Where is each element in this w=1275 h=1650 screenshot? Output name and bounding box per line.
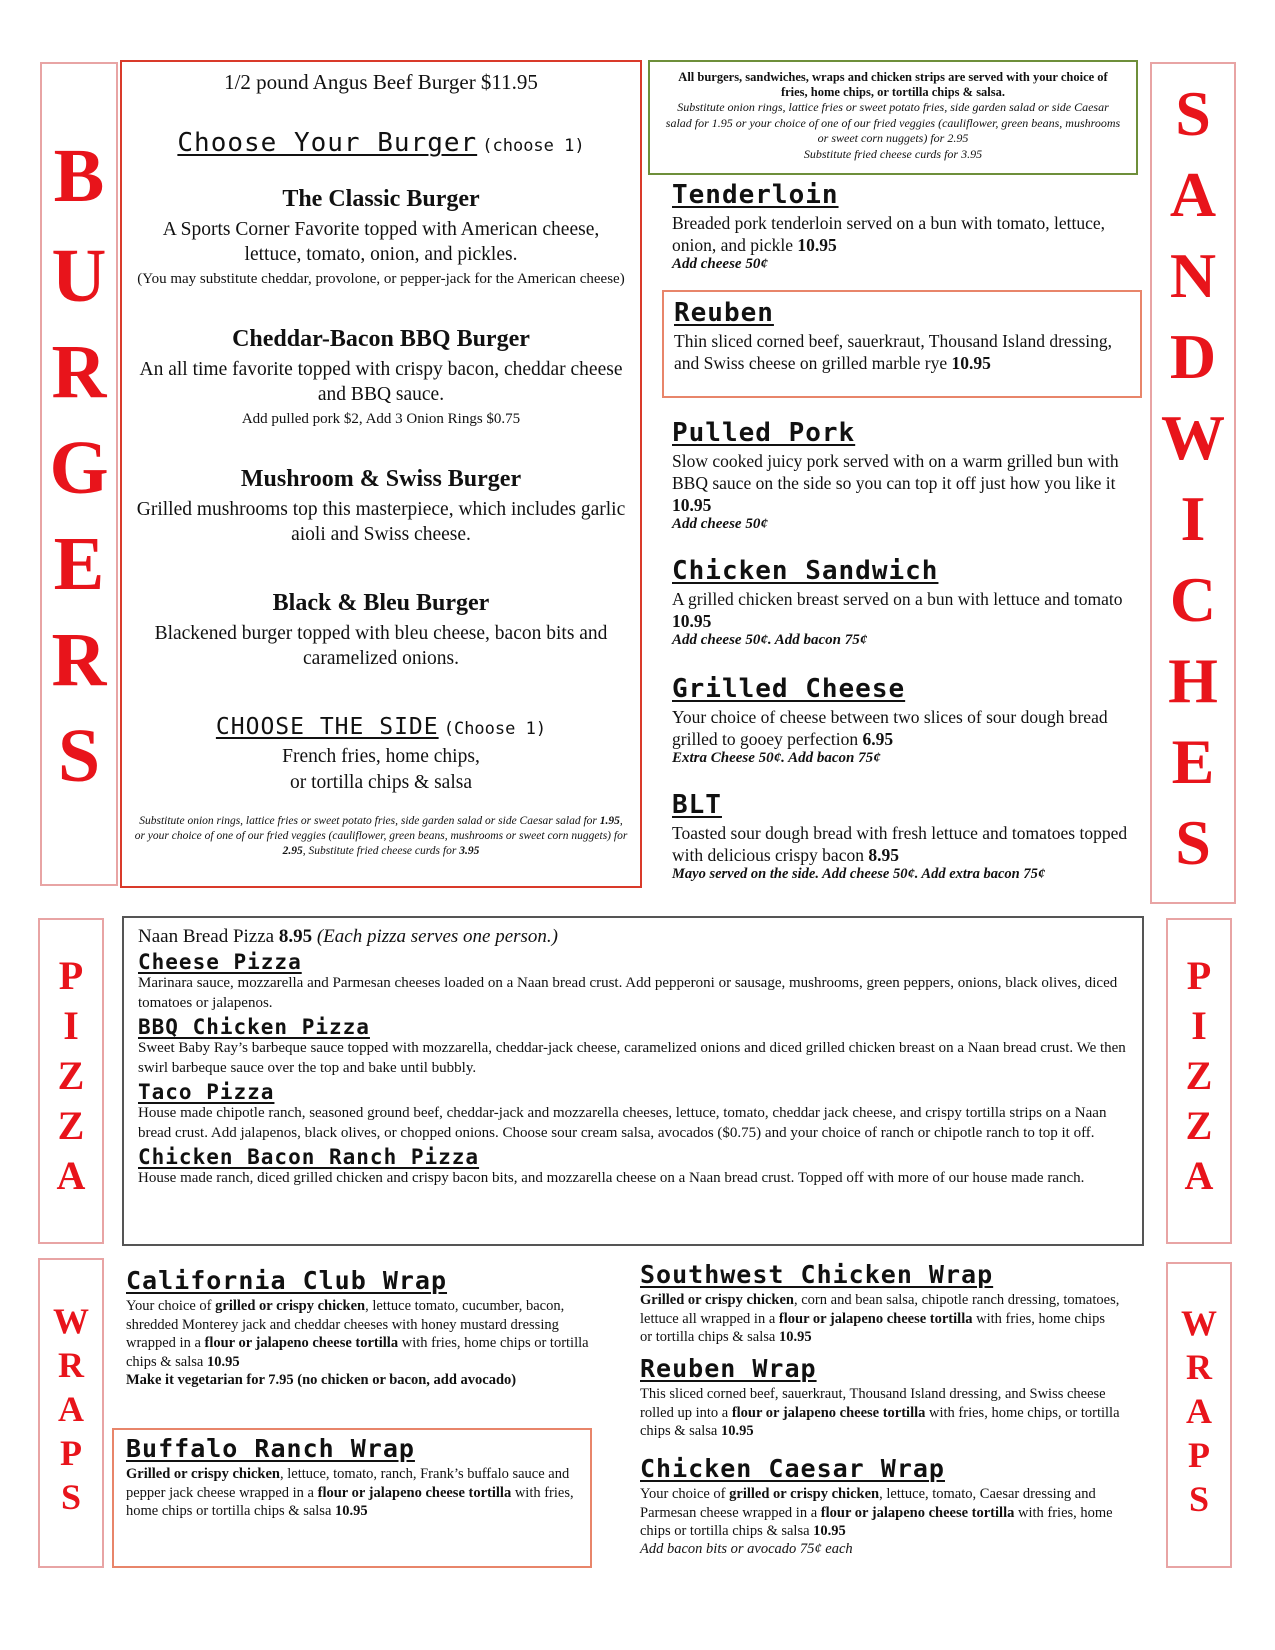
pizza-name: Taco Pizza bbox=[138, 1080, 275, 1104]
sandwich-extra: Add cheese 50¢ bbox=[672, 256, 768, 272]
wrap-name: Buffalo Ranch Wrap bbox=[126, 1434, 415, 1463]
wrap-price: 10.95 bbox=[813, 1523, 846, 1539]
sandwich-item-blt bbox=[672, 790, 1142, 883]
sandwich-name: Reuben bbox=[674, 298, 774, 328]
burger-desc: Blackened burger topped with bleu cheese, bacon bits and caramelized onions. bbox=[154, 623, 608, 669]
notice-italic: Substitute fried cheese curds for 3.95 bbox=[803, 146, 983, 161]
label-letter: W bbox=[53, 1301, 89, 1341]
sides-notice bbox=[648, 60, 1138, 175]
wrap-item-reuben bbox=[640, 1354, 1120, 1441]
wrap-name: California Club Wrap bbox=[126, 1266, 448, 1295]
label-letter: U bbox=[51, 234, 107, 318]
label-letter: S bbox=[1175, 807, 1211, 878]
wrap-vegetarian-note: Make it vegetarian for 7.95 (no chicken or bacon, add avocado) bbox=[126, 1372, 517, 1388]
choose-side-title: CHOOSE THE SIDE bbox=[215, 714, 439, 740]
burger-note: (You may substitute cheddar, provolone, or pepper-jack for the American cheese) bbox=[137, 271, 625, 287]
notice-bold: All burgers, sandwiches, wraps and chicken strips are served with your choice of fries, home chips, or tortilla chips & salsa. bbox=[678, 70, 1108, 99]
label-letter: Z bbox=[57, 1103, 85, 1148]
desc-bold: flour or jalapeno cheese tortilla bbox=[317, 1484, 512, 1501]
sandwich-price: 10.95 bbox=[672, 611, 712, 631]
sub-price: 2.95 bbox=[282, 845, 303, 857]
wraps-label-left bbox=[38, 1258, 104, 1568]
sandwich-extra: Extra Cheese 50¢. Add bacon 75¢ bbox=[672, 750, 881, 766]
desc-bold: flour or jalapeno cheese tortilla bbox=[820, 1504, 1015, 1521]
label-letter: R bbox=[1186, 1347, 1212, 1387]
wrap-price: 10.95 bbox=[335, 1503, 368, 1519]
sandwich-item-tenderloin bbox=[672, 180, 1142, 273]
wrap-desc bbox=[126, 1465, 578, 1521]
wrap-name: Reuben Wrap bbox=[640, 1354, 817, 1383]
wrap-desc bbox=[640, 1485, 1120, 1541]
sandwich-name: Pulled Pork bbox=[672, 418, 856, 448]
desc-text: Your choice of bbox=[640, 1486, 730, 1502]
wrap-price: 10.95 bbox=[720, 1423, 754, 1439]
sandwich-desc bbox=[672, 212, 1142, 256]
label-letter: D bbox=[1169, 321, 1217, 392]
wraps-label-right bbox=[1166, 1262, 1232, 1568]
sub-text: , or your choice of one of our fried veggies (cauliflower, green beans, mushrooms or sweet corn nuggets) for bbox=[134, 815, 628, 842]
desc-text: Your choice of bbox=[126, 1298, 216, 1314]
choose-burger-heading bbox=[122, 128, 640, 158]
wrap-name: Chicken Caesar Wrap bbox=[640, 1454, 945, 1483]
pizza-desc: House made ranch, diced grilled chicken and crispy bacon bits, and mozzarella cheese on a Naan bread crust. Topped off with more of our house made ranch. bbox=[138, 1170, 1085, 1186]
pizza-desc: Marinara sauce, mozzarella and Parmesan cheeses loaded on a Naan bread crust. Add pepperoni or sausage, mushrooms, green peppers, onions, black olives, diced tomatoes or jalapenos. bbox=[138, 975, 1118, 1011]
pizza-note: (Each pizza serves one person.) bbox=[316, 926, 559, 947]
burger-name: Mushroom & Swiss Burger bbox=[240, 466, 522, 492]
label-letter: P bbox=[58, 953, 84, 998]
burgers-label bbox=[40, 62, 118, 886]
burger-desc: An all time favorite topped with crispy bacon, cheddar cheese and BBQ sauce. bbox=[139, 359, 623, 405]
desc-text: This sliced corned beef, sauerkraut, Thousand Island dressing, and Swiss cheese rolled up into a bbox=[640, 1386, 1106, 1421]
sandwich-item-reuben bbox=[662, 290, 1142, 398]
desc-text: A grilled chicken breast served on a bun with lettuce and tomato bbox=[672, 589, 1123, 609]
label-letter: I bbox=[63, 1003, 79, 1048]
sandwich-name: Chicken Sandwich bbox=[672, 556, 939, 586]
label-letter: A bbox=[1184, 1153, 1214, 1198]
label-letter: S bbox=[1188, 1479, 1210, 1519]
sub-price: 3.95 bbox=[459, 845, 480, 857]
sandwich-item-pulled-pork bbox=[672, 418, 1142, 533]
notice-italic: Substitute onion rings, lattice fries or sweet potato fries, side garden salad or side Caesar salad for 1.95 or your choice of one of our fried veggies (cauliflower, green beans, mushrooms or sweet corn nuggets) for 2.95 bbox=[665, 100, 1121, 145]
pizza-header-text: Naan Bread Pizza bbox=[138, 926, 279, 947]
label-letter: Z bbox=[57, 1053, 85, 1098]
label-letter: S bbox=[1175, 78, 1211, 149]
desc-text: with fries, home chips or tortilla chips & salsa bbox=[126, 1484, 574, 1519]
burger-note: Add pulled pork $2, Add 3 Onion Rings $0.75 bbox=[241, 411, 521, 427]
burger-name: Cheddar-Bacon BBQ Burger bbox=[232, 326, 530, 352]
sandwich-price: 8.95 bbox=[868, 845, 899, 865]
label-letter: C bbox=[1169, 564, 1217, 635]
desc-text: Breaded pork tenderloin served on a bun with tomato, lettuce, onion, and pickle bbox=[672, 213, 1105, 255]
desc-text: , corn and bean salsa, chipotle ranch dressing, tomatoes, lettuce all wrapped in a bbox=[640, 1292, 1120, 1327]
sandwich-extra: Add cheese 50¢. Add bacon 75¢ bbox=[672, 632, 868, 648]
label-letter: W bbox=[1181, 1303, 1217, 1343]
label-letter: P bbox=[1186, 953, 1212, 998]
label-letter: E bbox=[1171, 726, 1215, 797]
burger-desc: Grilled mushrooms top this masterpiece, which includes garlic aioli and Swiss cheese. bbox=[136, 499, 626, 545]
desc-text: Toasted sour dough bread with fresh lettuce and tomatoes topped with delicious crispy bacon bbox=[672, 823, 1128, 865]
wrap-desc bbox=[640, 1291, 1120, 1347]
sandwich-name: Grilled Cheese bbox=[672, 674, 906, 704]
label-letter: A bbox=[1186, 1391, 1212, 1431]
desc-text: with fries, home chips or tortilla chips & salsa bbox=[640, 1310, 1105, 1345]
burger-name: The Classic Burger bbox=[282, 186, 480, 212]
desc-text: Slow cooked juicy pork served with on a warm grilled bun with BBQ sauce on the side so you can top it off just how you like it bbox=[672, 451, 1119, 493]
label-letter: A bbox=[58, 1389, 84, 1429]
desc-bold: grilled or crispy chicken bbox=[729, 1486, 880, 1502]
choose-burger-title: Choose Your Burger bbox=[177, 128, 478, 158]
pizza-name: Chicken Bacon Ranch Pizza bbox=[138, 1145, 480, 1169]
burger-item-cheddar-bacon bbox=[132, 326, 630, 429]
sandwich-price: 10.95 bbox=[951, 353, 991, 373]
desc-text: with fries, home chips or tortilla chips & salsa bbox=[640, 1504, 1113, 1539]
desc-text: with fries, home chips, or tortilla chips & salsa bbox=[640, 1404, 1120, 1439]
wrap-item-california bbox=[126, 1266, 596, 1390]
burger-desc: A Sports Corner Favorite topped with American cheese, lettuce, tomato, onion, and pickles. bbox=[162, 219, 600, 265]
label-letter: Z bbox=[1185, 1053, 1213, 1098]
burger-item-classic bbox=[132, 186, 630, 289]
burger-item-black-bleu bbox=[132, 590, 630, 671]
sub-price: 1.95 bbox=[599, 815, 620, 827]
label-letter: P bbox=[1188, 1435, 1210, 1475]
sub-text: Substitute onion rings, lattice fries or sweet potato fries, side garden salad or side Caesar salad for bbox=[139, 815, 600, 827]
label-letter: A bbox=[1169, 159, 1217, 230]
choose-side-heading bbox=[122, 714, 640, 740]
desc-bold: Grilled or crispy chicken bbox=[640, 1292, 794, 1308]
desc-bold: Grilled or crispy chicken bbox=[126, 1466, 280, 1482]
desc-text: Thin sliced corned beef, sauerkraut, Thousand Island dressing, and Swiss cheese on grilled marble rye bbox=[674, 331, 1113, 373]
choose-side-note: (Choose 1) bbox=[443, 719, 547, 739]
sandwich-item-chicken bbox=[672, 556, 1142, 649]
sandwich-desc bbox=[674, 330, 1130, 374]
desc-text: , lettuce tomato, cucumber, bacon, shredded Monterey jack and cheddar cheeses with honey mustard dressing wrapped in a bbox=[126, 1298, 565, 1351]
label-letter: R bbox=[58, 1345, 84, 1385]
pizza-desc: Sweet Baby Ray’s barbeque sauce topped with mozzarella, cheddar-jack cheese, caramelized onions and diced grilled chicken breast on a Naan bread crust. We then swirl barbeque sauce over the top and bake until bubbly. bbox=[138, 1040, 1126, 1076]
side-line-2: or tortilla chips & salsa bbox=[290, 772, 472, 793]
wrap-price: 10.95 bbox=[206, 1353, 240, 1370]
sandwich-name: BLT bbox=[672, 790, 722, 820]
label-letter: E bbox=[53, 522, 105, 606]
sandwich-price: 10.95 bbox=[672, 495, 712, 515]
pizza-label-right bbox=[1166, 918, 1232, 1244]
burger-substitute-note bbox=[134, 814, 628, 859]
sandwich-name: Tenderloin bbox=[672, 180, 839, 210]
label-letter: I bbox=[1191, 1003, 1207, 1048]
label-letter: S bbox=[57, 714, 101, 798]
desc-text: with fries, home chips or tortilla chips & salsa bbox=[126, 1335, 589, 1370]
label-letter: G bbox=[49, 426, 109, 510]
sandwich-desc bbox=[672, 450, 1142, 516]
sandwich-item-grilled-cheese bbox=[672, 674, 1142, 767]
label-letter: P bbox=[60, 1433, 82, 1473]
desc-text: , lettuce, tomato, Caesar dressing and Parmesan cheese wrapped in a bbox=[640, 1486, 1096, 1521]
pizza-desc: House made chipotle ranch, seasoned ground beef, cheddar-jack and mozzarella cheeses, lettuce, tomato, cheddar jack cheese, and crispy tortilla strips on a Naan bread crust. Add jalapenos, black olives, or chopped onions. Choose sour cream salsa, avocados ($0.75) and your choice of ranch or chipotle ranch to top it off. bbox=[138, 1105, 1107, 1141]
desc-bold: flour or jalapeno cheese tortilla bbox=[778, 1310, 973, 1327]
wrap-item-buffalo bbox=[112, 1428, 592, 1568]
desc-bold: grilled or crispy chicken bbox=[215, 1298, 366, 1314]
sandwich-desc bbox=[672, 706, 1142, 750]
wrap-item-chicken-caesar bbox=[640, 1454, 1120, 1558]
wrap-extra: Add bacon bits or avocado 75¢ each bbox=[640, 1540, 853, 1557]
label-letter: S bbox=[60, 1477, 82, 1517]
burger-name: Black & Bleu Burger bbox=[272, 590, 490, 616]
label-letter: N bbox=[1169, 240, 1217, 311]
label-letter: B bbox=[53, 134, 105, 218]
pizza-label-left bbox=[38, 918, 104, 1244]
burger-header: 1/2 pound Angus Beef Burger $11.95 bbox=[224, 70, 538, 94]
sandwich-price: 10.95 bbox=[797, 235, 837, 255]
side-line-1: French fries, home chips, bbox=[282, 746, 480, 767]
label-letter: W bbox=[1161, 402, 1225, 473]
pizza-price: 8.95 bbox=[278, 926, 313, 947]
choose-burger-note: (choose 1) bbox=[482, 136, 585, 156]
label-letter: A bbox=[56, 1153, 86, 1198]
sandwich-desc bbox=[672, 588, 1142, 632]
sub-text: , Substitute fried cheese curds for bbox=[302, 845, 460, 857]
wrap-desc bbox=[126, 1297, 596, 1371]
pizza-header bbox=[138, 926, 1128, 948]
sandwich-extra: Add cheese 50¢ bbox=[672, 516, 768, 532]
sandwich-desc bbox=[672, 822, 1142, 866]
pizza-name: Cheese Pizza bbox=[138, 950, 302, 974]
burgers-section bbox=[120, 60, 642, 888]
wrap-item-southwest bbox=[640, 1260, 1120, 1347]
wrap-desc bbox=[640, 1385, 1120, 1441]
pizza-name: BBQ Chicken Pizza bbox=[138, 1015, 370, 1039]
wrap-name: Southwest Chicken Wrap bbox=[640, 1260, 994, 1289]
label-letter: I bbox=[1180, 483, 1206, 554]
desc-bold: flour or jalapeno cheese tortilla bbox=[204, 1335, 399, 1351]
sandwich-price: 6.95 bbox=[862, 729, 894, 749]
label-letter: Z bbox=[1185, 1103, 1213, 1148]
label-letter: H bbox=[1168, 645, 1218, 716]
pizza-section bbox=[122, 916, 1144, 1246]
desc-text: , lettuce, tomato, ranch, Frank’s buffalo sauce and pepper jack cheese wrapped in a bbox=[126, 1466, 570, 1501]
desc-text: Your choice of cheese between two slices of sour dough bread grilled to gooey perfection bbox=[672, 707, 1108, 749]
sandwiches-label bbox=[1150, 62, 1236, 904]
desc-bold: flour or jalapeno cheese tortilla bbox=[731, 1404, 926, 1421]
label-letter: R bbox=[51, 330, 107, 414]
burger-item-mushroom-swiss bbox=[132, 466, 630, 547]
label-letter: R bbox=[51, 618, 107, 702]
wrap-price: 10.95 bbox=[778, 1329, 812, 1345]
sandwich-extra: Mayo served on the side. Add cheese 50¢. Add extra bacon 75¢ bbox=[672, 866, 1046, 882]
